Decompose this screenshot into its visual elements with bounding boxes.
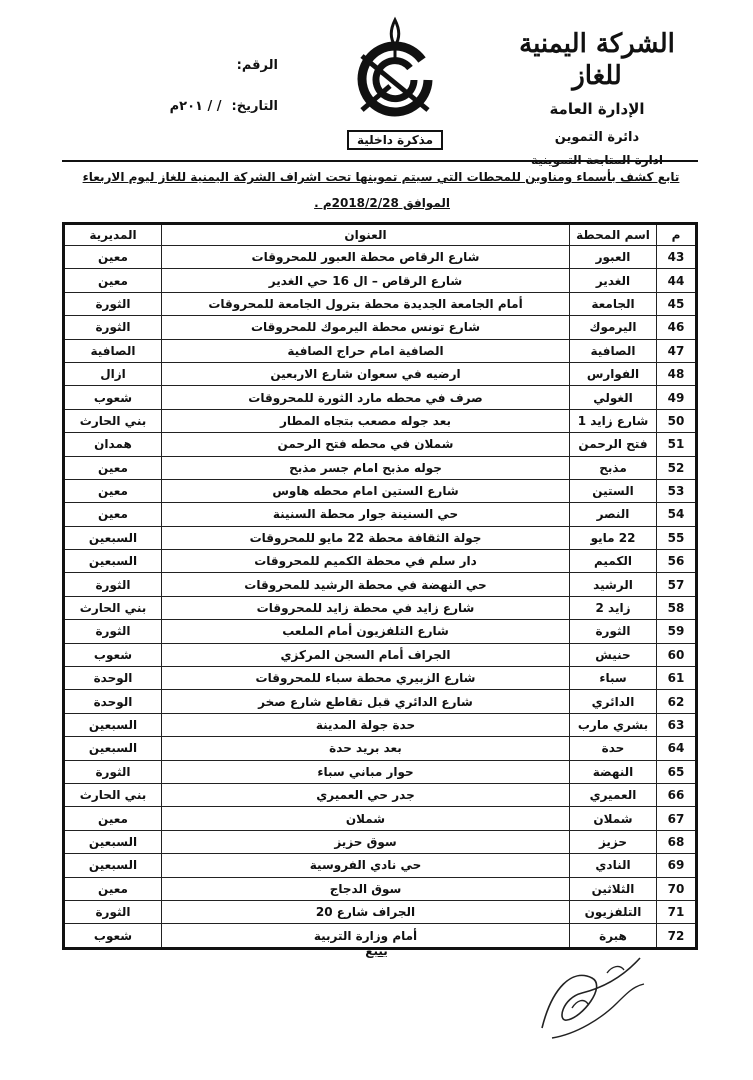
station-directorate: شعوب xyxy=(64,924,162,948)
station-address: حوار مباني سباء xyxy=(162,760,570,783)
table-row xyxy=(64,713,697,736)
table-row xyxy=(64,690,697,713)
reference-line xyxy=(108,58,278,73)
header-divider xyxy=(62,160,698,162)
station-directorate: معين xyxy=(64,456,162,479)
station-directorate: معين xyxy=(64,807,162,830)
letterhead-right xyxy=(497,28,697,167)
row-number: 54 xyxy=(657,503,697,526)
station-address: جوله مذبح امام جسر مذبح xyxy=(162,456,570,479)
table-row xyxy=(64,667,697,690)
station-directorate: السبعين xyxy=(64,737,162,760)
row-number: 47 xyxy=(657,339,697,362)
station-address: أمام الجامعة الجديدة محطة بترول الجامعة للمحروقات xyxy=(162,292,570,315)
station-address: ارضيه في سعوان شارع الاربعين xyxy=(162,362,570,385)
station-directorate: السبعين xyxy=(64,830,162,853)
table-row xyxy=(64,246,697,269)
station-address: الجراف أمام السجن المركزي xyxy=(162,643,570,666)
station-directorate: ازال xyxy=(64,362,162,385)
table-row xyxy=(64,409,697,432)
letterhead-left xyxy=(108,58,278,114)
station-directorate: معين xyxy=(64,479,162,502)
row-number: 57 xyxy=(657,573,697,596)
row-number: 65 xyxy=(657,760,697,783)
table-body xyxy=(64,246,697,949)
row-number: 55 xyxy=(657,526,697,549)
station-address: شارع زايد في محطة زايد للمحروقات xyxy=(162,596,570,619)
row-number: 46 xyxy=(657,316,697,339)
table-row xyxy=(64,783,697,806)
table-row xyxy=(64,503,697,526)
table-row xyxy=(64,316,697,339)
row-number: 59 xyxy=(657,620,697,643)
table-row xyxy=(64,479,697,502)
stations-table xyxy=(62,222,698,950)
station-name: مذبح xyxy=(570,456,657,479)
station-name: سباء xyxy=(570,667,657,690)
station-address: شارع الرقاص محطة العبور للمحروقات xyxy=(162,246,570,269)
station-directorate: الوحدة xyxy=(64,690,162,713)
row-number: 52 xyxy=(657,456,697,479)
station-directorate: بني الحارث xyxy=(64,596,162,619)
table-row xyxy=(64,362,697,385)
station-name: الستين xyxy=(570,479,657,502)
row-number: 71 xyxy=(657,900,697,923)
station-address: سوق حزيز xyxy=(162,830,570,853)
station-directorate: الثورة xyxy=(64,316,162,339)
row-number: 64 xyxy=(657,737,697,760)
continued-label: يتبع xyxy=(365,944,388,958)
station-directorate: الثورة xyxy=(64,900,162,923)
table-row xyxy=(64,550,697,573)
internal-memo-box: مذكرة داخلية xyxy=(347,130,443,150)
station-directorate: همدان xyxy=(64,433,162,456)
header-address: العنوان xyxy=(162,224,570,246)
header-station-name: اسم المحطة xyxy=(570,224,657,246)
row-number: 72 xyxy=(657,924,697,948)
row-number: 50 xyxy=(657,409,697,432)
row-number: 45 xyxy=(657,292,697,315)
station-name: الغدير xyxy=(570,269,657,292)
station-address: أمام وزارة التربية xyxy=(162,924,570,948)
table-row xyxy=(64,433,697,456)
table-row xyxy=(64,386,697,409)
station-name: حدة xyxy=(570,737,657,760)
station-directorate: معين xyxy=(64,269,162,292)
station-directorate: شعوب xyxy=(64,386,162,409)
table-row xyxy=(64,830,697,853)
letterhead-center xyxy=(345,16,445,150)
station-address: شملان في محطه فتح الرحمن xyxy=(162,433,570,456)
row-number: 58 xyxy=(657,596,697,619)
row-number: 68 xyxy=(657,830,697,853)
department-label: دائرة التموين xyxy=(554,130,640,145)
signature-icon xyxy=(522,948,662,1048)
station-name: شملان xyxy=(570,807,657,830)
station-name: الدائري xyxy=(570,690,657,713)
row-number: 48 xyxy=(657,362,697,385)
station-name: حنيش xyxy=(570,643,657,666)
table-row xyxy=(64,526,697,549)
company-logo-icon xyxy=(350,16,440,124)
station-directorate: السبعين xyxy=(64,550,162,573)
date-field-line xyxy=(108,99,278,114)
row-number: 49 xyxy=(657,386,697,409)
station-name: الصافية xyxy=(570,339,657,362)
station-name: النصر xyxy=(570,503,657,526)
station-address: دار سلم في محطة الكميم للمحروقات xyxy=(162,550,570,573)
station-name: فتح الرحمن xyxy=(570,433,657,456)
station-directorate: الوحدة xyxy=(64,667,162,690)
station-name: الرشيد xyxy=(570,573,657,596)
station-directorate: الثورة xyxy=(64,620,162,643)
station-name: الفوارس xyxy=(570,362,657,385)
memo-date-line: الموافق 2018/2/28م . xyxy=(314,196,450,210)
row-number: 44 xyxy=(657,269,697,292)
row-number: 43 xyxy=(657,246,697,269)
table-row xyxy=(64,339,697,362)
table-row xyxy=(64,620,697,643)
table-row xyxy=(64,573,697,596)
station-name: هبرة xyxy=(570,924,657,948)
station-directorate: الثورة xyxy=(64,292,162,315)
station-address: شارع الرقاص – ال 16 حي الغدير xyxy=(162,269,570,292)
station-address: الصافية امام حراج الصافية xyxy=(162,339,570,362)
station-address: حدة جولة المدينة xyxy=(162,713,570,736)
station-name: الغولي xyxy=(570,386,657,409)
date-label: التاريخ: xyxy=(231,99,278,114)
station-directorate: معين xyxy=(64,246,162,269)
table-row xyxy=(64,269,697,292)
station-address: شارع تونس محطة اليرموك للمحروقات xyxy=(162,316,570,339)
station-name: اليرموك xyxy=(570,316,657,339)
row-number: 70 xyxy=(657,877,697,900)
station-address: جولة الثقافة محطة 22 مايو للمحروقات xyxy=(162,526,570,549)
station-address: شارع الستين امام محطه هاوس xyxy=(162,479,570,502)
station-address: بعد بريد حدة xyxy=(162,737,570,760)
station-directorate: الثورة xyxy=(64,573,162,596)
station-name: زايد 2 xyxy=(570,596,657,619)
station-name: العبور xyxy=(570,246,657,269)
station-directorate: السبعين xyxy=(64,713,162,736)
station-address: شارع التلفزيون أمام الملعب xyxy=(162,620,570,643)
station-name: بشري مارب xyxy=(570,713,657,736)
row-number: 56 xyxy=(657,550,697,573)
station-address: صرف في محطه مارد الثورة للمحروقات xyxy=(162,386,570,409)
station-address: شارع الزبيري محطة سباء للمحروقات xyxy=(162,667,570,690)
row-number: 51 xyxy=(657,433,697,456)
station-name: الثورة xyxy=(570,620,657,643)
station-address: حي النهضة في محطة الرشيد للمحروقات xyxy=(162,573,570,596)
row-number: 61 xyxy=(657,667,697,690)
station-address: حي السنينة جوار محطة السنينة xyxy=(162,503,570,526)
station-name: النادي xyxy=(570,854,657,877)
table-row xyxy=(64,596,697,619)
header-directorate: المديرية xyxy=(64,224,162,246)
station-directorate: السبعين xyxy=(64,526,162,549)
station-name: شارع زايد 1 xyxy=(570,409,657,432)
station-address: شارع الدائري قبل تقاطع شارع صخر xyxy=(162,690,570,713)
station-directorate: معين xyxy=(64,503,162,526)
row-number: 66 xyxy=(657,783,697,806)
station-address: شملان xyxy=(162,807,570,830)
row-number: 69 xyxy=(657,854,697,877)
station-name: 22 مايو xyxy=(570,526,657,549)
station-name: الجامعة xyxy=(570,292,657,315)
station-name: الثلاثين xyxy=(570,877,657,900)
station-name: الكميم xyxy=(570,550,657,573)
table-row xyxy=(64,760,697,783)
station-address: جدر حي العميري xyxy=(162,783,570,806)
table-row xyxy=(64,292,697,315)
station-address: سوق الدجاج xyxy=(162,877,570,900)
station-directorate: السبعين xyxy=(64,854,162,877)
station-address: الجراف شارع 20 xyxy=(162,900,570,923)
table-row xyxy=(64,807,697,830)
station-directorate: شعوب xyxy=(64,643,162,666)
table-row xyxy=(64,456,697,479)
table-header-row xyxy=(64,224,697,246)
administration-label: الإدارة العامة xyxy=(549,100,645,118)
company-name: الشركة اليمنية للغاز xyxy=(519,29,675,91)
date-value: / / ٢٠١م xyxy=(169,99,222,114)
station-name: العميري xyxy=(570,783,657,806)
station-directorate: بني الحارث xyxy=(64,409,162,432)
station-directorate: بني الحارث xyxy=(64,783,162,806)
row-number: 63 xyxy=(657,713,697,736)
station-name: التلفزيون xyxy=(570,900,657,923)
table-row xyxy=(64,854,697,877)
station-directorate: الصافية xyxy=(64,339,162,362)
station-name: النهضة xyxy=(570,760,657,783)
table-row xyxy=(64,900,697,923)
station-directorate: الثورة xyxy=(64,760,162,783)
station-address: بعد جوله مصعب بتجاه المطار xyxy=(162,409,570,432)
table-row xyxy=(64,643,697,666)
table-row xyxy=(64,737,697,760)
row-number: 60 xyxy=(657,643,697,666)
header-num: م xyxy=(657,224,697,246)
reference-label: الرقم: xyxy=(236,58,278,73)
memo-subject: تابع كشف بأسماء ومناوين للمحطات التي سيتم تموينها تحت اشراف الشركة اليمنية للغاز ليوم الاربعاء xyxy=(82,170,680,184)
station-name: حزيز xyxy=(570,830,657,853)
row-number: 62 xyxy=(657,690,697,713)
station-directorate: معين xyxy=(64,877,162,900)
table-row xyxy=(64,877,697,900)
station-address: حي نادي الفروسية xyxy=(162,854,570,877)
row-number: 67 xyxy=(657,807,697,830)
sub-department-label: ادارة المتابعة التموينية xyxy=(530,153,664,167)
row-number: 53 xyxy=(657,479,697,502)
